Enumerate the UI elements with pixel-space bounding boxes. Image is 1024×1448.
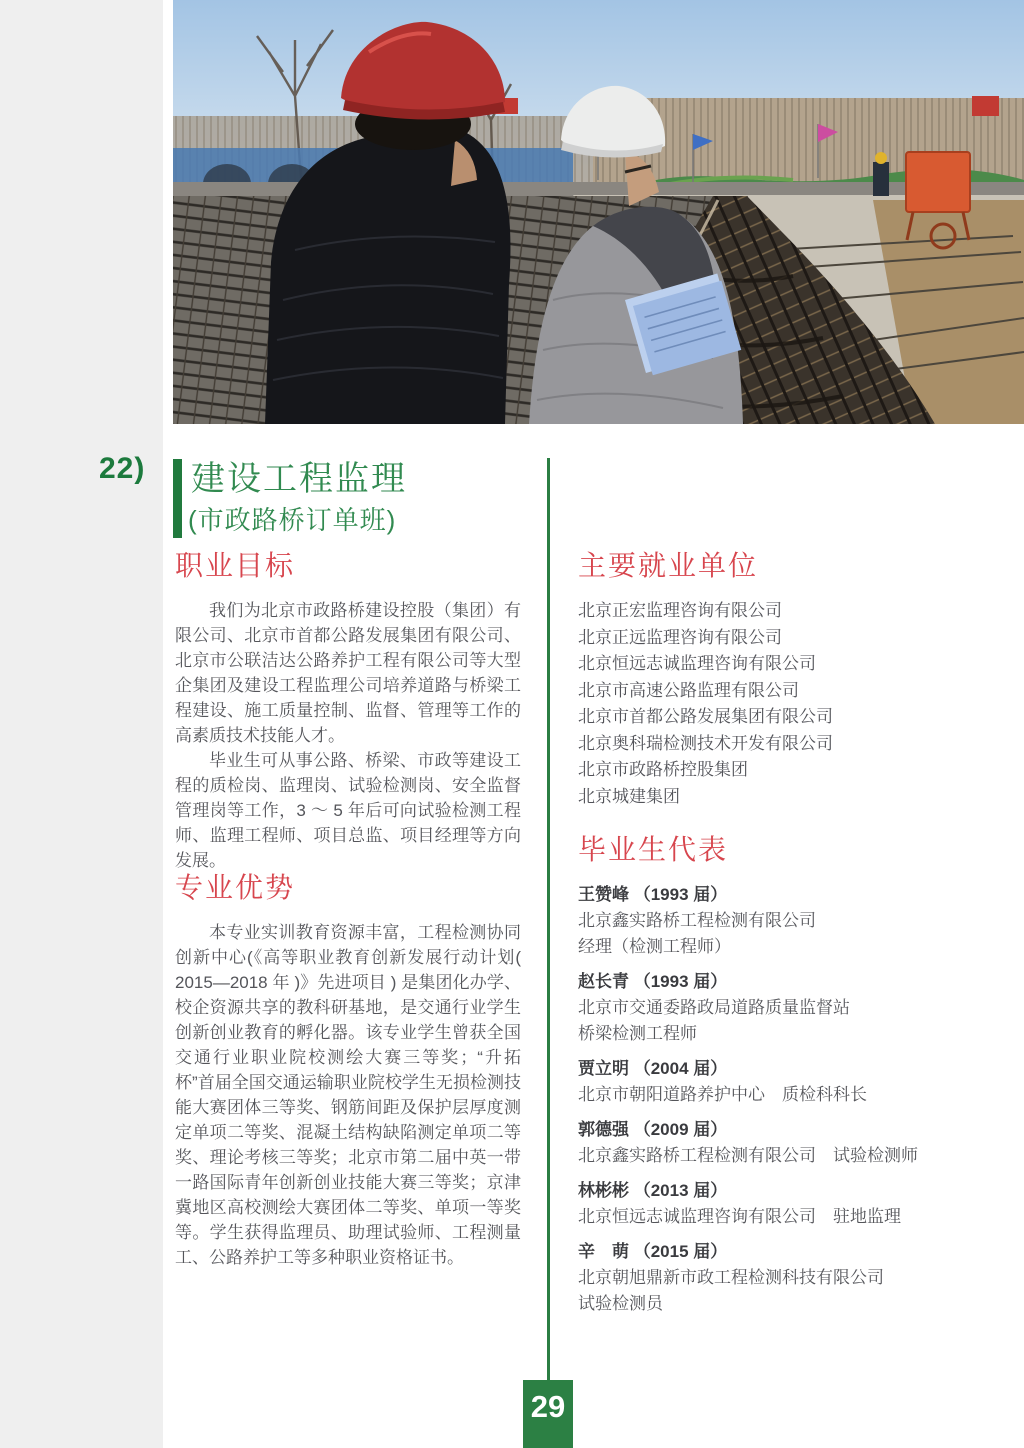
career-goals-paragraph: 我们为北京市政路桥建设控股（集团）有限公司、北京市首都公路发展集团有限公司、北京市公联洁达公路养护工程有限公司等大型企集团及建设工程监理公司培养道路与桥梁工程建设、施工质量控制、监督、管理等工作的高素质技术技能人才。: [175, 601, 521, 745]
section-career-goals: [175, 550, 521, 873]
graduate-entry: [578, 1239, 978, 1317]
advantages-paragraph: 本专业实训教育资源丰富，工程检测协同创新中心(《高等职业教育创新发展行动计划( 2015—2018 年 )》先进项目 ) 是集团化办学、校企资源共享的教科研基地，是交通行业学生创新创业教育的孵化器。该专业学生曾获全国交通行业职业院校测绘大赛三等奖；“升拓杯”首届全国交通运输职业院校学生无损检测技能大赛团体三等奖、钢筋间距及保护层厚度测定单项二等奖、混凝土结构缺陷测定单项二等奖、理论考核三等奖；北京市第二届中英一带一路国际青年创新创业技能大赛三等奖；京津冀地区高校测绘大赛团体二等奖、单项一等奖等。学生获得监理员、助理试验师、工程测量工、公路养护工等多种职业资格证书。: [175, 923, 521, 1267]
section-employers: [578, 550, 978, 810]
graduate-name: 郭德强 （2009 届）: [578, 1120, 728, 1139]
graduate-name: 辛 萌 （2015 届）: [578, 1242, 728, 1261]
employers-list: [578, 598, 978, 810]
program-number: 22): [99, 452, 146, 485]
career-goals-heading: 职业目标: [175, 551, 296, 582]
program-title: 建设工程监理: [191, 460, 407, 498]
graduate-name: 林彬彬 （2013 届）: [578, 1181, 728, 1200]
graduate-entry: [578, 1056, 978, 1108]
career-goals-paragraph: 毕业生可从事公路、桥梁、市政等建设工程的质检岗、监理岗、试验检测岗、安全监督管理岗等工作，3 ～ 5 年后可向试验检测工程师、监理工程师、项目总监、项目经理等方向发展。: [175, 751, 521, 870]
program-subtitle: (市政路桥订单班): [188, 505, 397, 535]
employer-item: 北京恒远志诚监理咨询有限公司: [578, 654, 816, 673]
title-accent-bar: [173, 459, 182, 538]
graduate-detail: 试验检测员: [578, 1294, 663, 1313]
employer-item: 北京正远监理咨询有限公司: [578, 627, 782, 647]
construction-site-photo-graphic: [173, 0, 1024, 424]
employer-item: 北京正宏监理咨询有限公司: [578, 601, 782, 620]
construction-site-photo: [173, 0, 1024, 424]
graduate-entry: [578, 882, 978, 960]
graduate-detail: 北京市朝阳道路养护中心 质检科科长: [578, 1085, 867, 1104]
graduate-entry: [578, 969, 978, 1047]
graduate-detail: 北京恒远志诚监理咨询有限公司 驻地监理: [578, 1207, 901, 1226]
employer-item: 北京市高速公路监理有限公司: [578, 680, 799, 700]
graduate-entry: [578, 1178, 978, 1230]
page-number-box: [523, 1380, 573, 1448]
employer-item: 北京市首都公路发展集团有限公司: [578, 707, 833, 726]
graduate-entry: [578, 1117, 978, 1169]
graduate-name: 王赞峰 （1993 届）: [578, 885, 728, 904]
graduate-name: 贾立明 （2004 届）: [578, 1059, 728, 1078]
column-divider-line: [547, 458, 550, 1380]
graduates-heading: 毕业生代表: [578, 835, 729, 866]
employer-item: 北京市政路桥控股集团: [578, 760, 748, 779]
graduate-detail: 北京鑫实路桥工程检测有限公司 试验检测师: [578, 1146, 918, 1165]
section-advantages: [175, 872, 521, 1270]
employers-heading: 主要就业单位: [578, 551, 759, 582]
graduate-detail: 北京鑫实路桥工程检测有限公司: [578, 911, 816, 930]
graduate-name: 赵长青 （1993 届）: [578, 972, 728, 991]
graduate-detail: 经理（检测工程师）: [578, 937, 731, 956]
graduate-detail: 桥梁检测工程师: [578, 1024, 697, 1043]
advantages-heading: 专业优势: [175, 873, 296, 904]
employer-item: 北京城建集团: [578, 786, 680, 806]
graduate-detail: 北京朝旭鼎新市政工程检测科技有限公司: [578, 1268, 884, 1287]
employer-item: 北京奥科瑞检测技术开发有限公司: [578, 733, 833, 753]
page-number: 29: [530, 1389, 566, 1424]
section-graduates: [578, 834, 978, 1326]
left-margin-strip: [0, 0, 163, 1448]
graduate-detail: 北京市交通委路政局道路质量监督站: [578, 998, 850, 1017]
